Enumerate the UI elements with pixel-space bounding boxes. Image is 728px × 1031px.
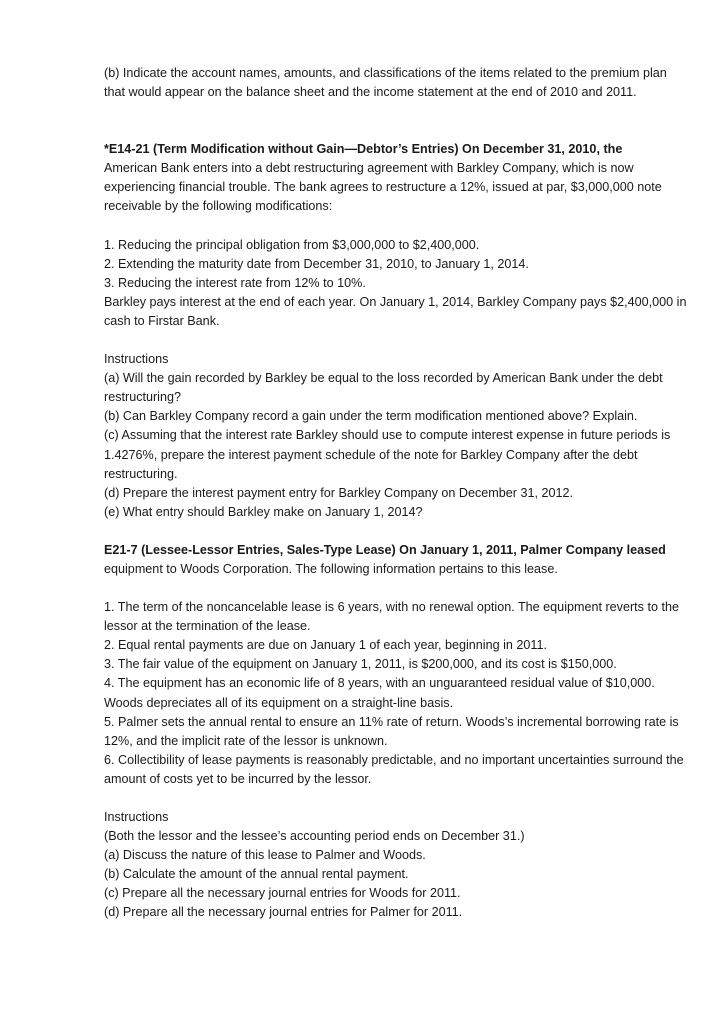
lease-info-item: 5. Palmer sets the annual rental to ensure an 11% rate of return. Woods’s incremental borrowing rate is 12%, and the implicit rate of the lessor is unknown. [104, 714, 679, 748]
modification-item: 1. Reducing the principal obligation from $3,000,000 to $2,400,000. [104, 237, 480, 252]
instruction-item: (Both the lessor and the lessee’s accounting period ends on December 31.) [104, 829, 525, 844]
paragraph-spacer [104, 217, 688, 236]
exercise-e21-7-heading: E21-7 (Lessee-Lessor Entries, Sales-Type Lease) On January 1, 2011, Palmer Company leased [104, 542, 666, 557]
instruction-item: (d) Prepare the interest payment entry for Barkley Company on December 31, 2012. [104, 485, 574, 500]
instruction-item: (b) Can Barkley Company record a gain under the term modification mentioned above? Explain. [104, 409, 638, 424]
lease-info-item: 3. The fair value of the equipment on January 1, 2011, is $200,000, and its cost is $150,000. [104, 657, 617, 672]
exercise-e14-21-body: American Bank enters into a debt restructuring agreement with Barkley Company, which is now experiencing financial trouble. The bank agrees to restructure a 12%, issued at par, $3,000,000 note receivable by the following modifications: [104, 161, 662, 214]
instruction-item: (a) Will the gain recorded by Barkley be equal to the loss recorded by American Bank under the debt restructuring? [104, 371, 663, 405]
exercise-e14-21 [104, 140, 688, 522]
exercise-e14-21-after: Barkley pays interest at the end of each year. On January 1, 2014, Barkley Company pays $2,400,000 in cash to Firstar Bank. [104, 294, 687, 328]
premium-plan-question-b: (b) Indicate the account names, amounts, and classifications of the items related to the premium plan that would appear on the balance sheet and the income statement at the end of 2010 and 2011. [104, 66, 667, 100]
instruction-item: (d) Prepare all the necessary journal entries for Palmer for 2011. [104, 905, 463, 920]
exercise-e21-7 [104, 541, 688, 923]
section-spacer [104, 522, 688, 541]
lease-info-item: 4. The equipment has an economic life of 8 years, with an unguaranteed residual value of $10,000. Woods depreciates all of its equipment on a straight-line basis. [104, 676, 655, 710]
modification-item: 3. Reducing the interest rate from 12% to 10%. [104, 275, 366, 290]
exercise-e21-7-body: equipment to Woods Corporation. The following information pertains to this lease. [104, 561, 558, 576]
lease-info-item: 6. Collectibility of lease payments is reasonably predictable, and no important uncertainties surround the amount of costs yet to be incurred by the lessor. [104, 752, 684, 786]
instruction-item: (e) What entry should Barkley make on January 1, 2014? [104, 504, 423, 519]
paragraph-spacer [104, 789, 688, 808]
instruction-item: (a) Discuss the nature of this lease to Palmer and Woods. [104, 848, 426, 863]
exercise-e14-21-heading: *E14-21 (Term Modification without Gain—Debtor’s Entries) On December 31, 2010, the [104, 142, 623, 157]
section-spacer [104, 102, 688, 140]
instruction-item: (c) Prepare all the necessary journal entries for Woods for 2011. [104, 886, 461, 901]
instructions-label: Instructions [104, 810, 169, 824]
paragraph-spacer [104, 331, 688, 350]
instruction-item: (c) Assuming that the interest rate Barkley should use to compute interest expense in future periods is 1.4276%, prepare the interest payment schedule of the note for Barkley Company after the debt restructuring. [104, 428, 671, 481]
paragraph-spacer [104, 579, 688, 598]
lease-info-item: 2. Equal rental payments are due on January 1 of each year, beginning in 2011. [104, 638, 547, 653]
modification-item: 2. Extending the maturity date from December 31, 2010, to January 1, 2014. [104, 256, 529, 271]
instruction-item: (b) Calculate the amount of the annual rental payment. [104, 867, 409, 882]
lease-info-item: 1. The term of the noncancelable lease is 6 years, with no renewal option. The equipment reverts to the lessor at the termination of the lease. [104, 600, 679, 634]
instructions-label: Instructions [104, 352, 169, 367]
